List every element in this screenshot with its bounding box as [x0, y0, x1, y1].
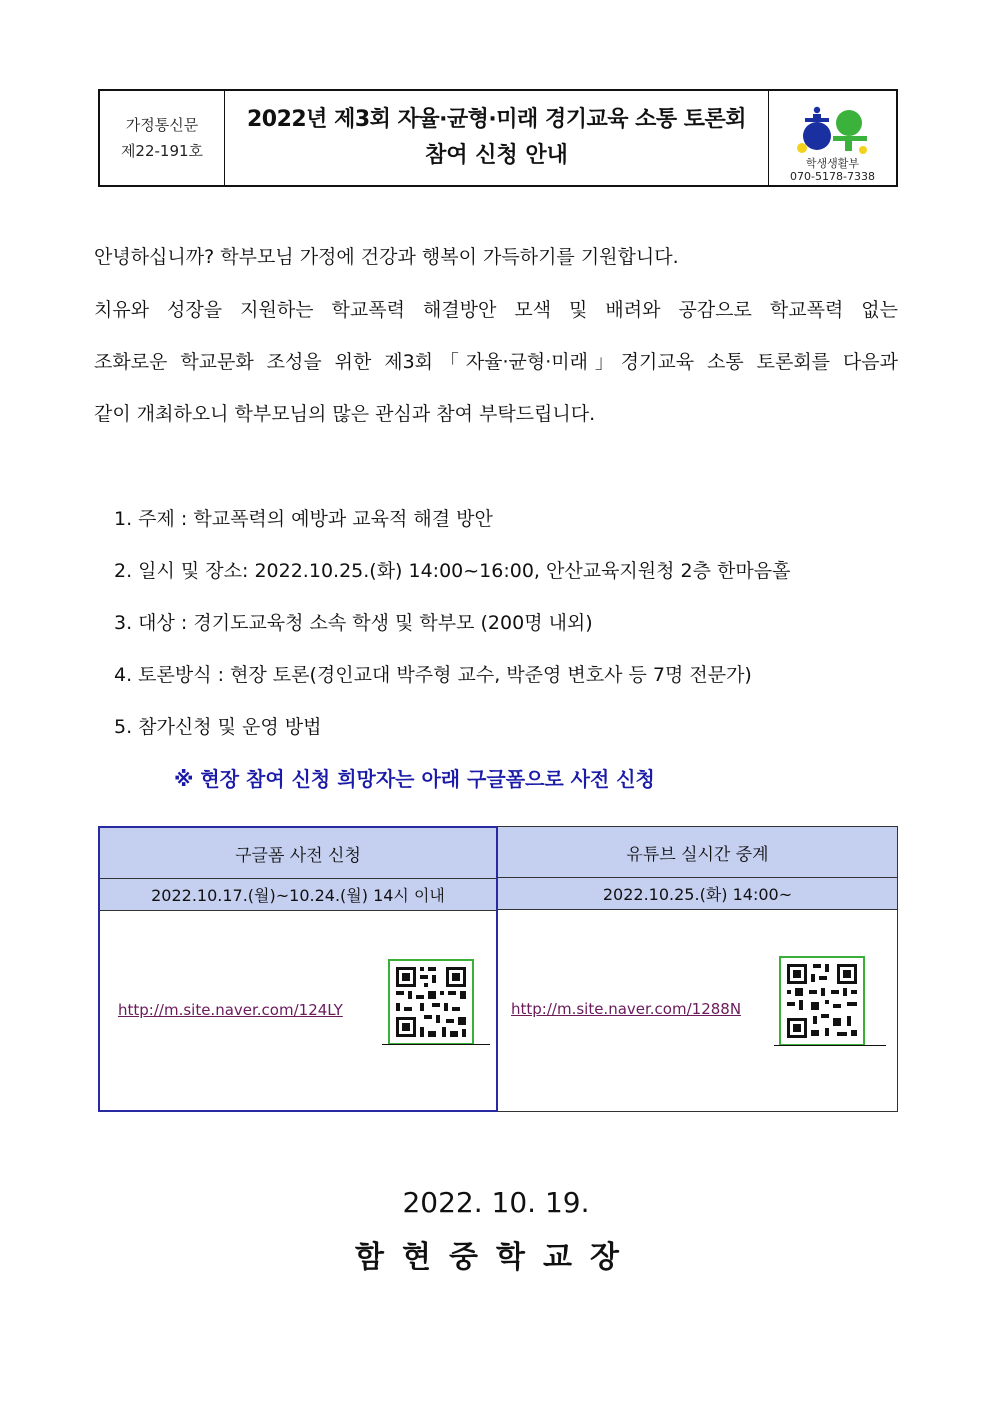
- school-logo-block: [769, 91, 896, 185]
- title-line-2: 참여 신청 안내: [425, 143, 568, 168]
- youtube-link[interactable]: http://m.site.naver.com/1288N: [511, 1000, 742, 1018]
- google-form-qr-code[interactable]: [388, 959, 474, 1045]
- list-item: 2. 일시 및 장소: 2022.10.25.(화) 14:00~16:00, 안산교육지원청 2층 한마음홀: [114, 560, 791, 582]
- application-notice: ※ 현장 참여 신청 희망자는 아래 구글폼으로 사전 신청: [174, 767, 655, 791]
- underline-divider: [774, 1045, 886, 1046]
- intro-line-3: 조화로운 학교문화 조성을 위한 제3회「자율·균형·미래」경기교육 소통 토론회를 다음과: [94, 351, 898, 373]
- notice-type: 가정통신문: [125, 116, 199, 134]
- notice-number: 제22-191호: [120, 142, 204, 160]
- list-item: 1. 주제 : 학교폭력의 예방과 교육적 해결 방안: [114, 508, 493, 530]
- google-form-cell: [100, 911, 496, 1110]
- notice-header: [98, 89, 898, 187]
- google-form-column: [98, 826, 498, 1112]
- intro-line-2: 치유와 성장을 지원하는 학교폭력 해결방안 모색 및 배려와 공감으로 학교폭력 없는: [94, 299, 898, 321]
- underline-divider: [382, 1044, 490, 1045]
- list-item: 3. 대상 : 경기도교육청 소속 학생 및 학부모 (200명 내외): [114, 612, 593, 634]
- youtube-cell: [498, 910, 897, 1111]
- school-logo: [793, 103, 873, 155]
- youtube-header: 유튜브 실시간 중계: [498, 827, 897, 878]
- issue-date: 2022. 10. 19.: [402, 1186, 590, 1219]
- google-form-header: 구글폼 사전 신청: [100, 828, 496, 879]
- qr-code-icon: [781, 958, 863, 1044]
- youtube-column: [498, 826, 898, 1112]
- department-name: 학생생활부: [805, 157, 860, 170]
- registration-table: [98, 826, 898, 1112]
- title-line-1: 2022년 제3회 자율·균형·미래 경기교육 소통 토론회: [246, 107, 747, 132]
- intro-line-4: 같이 개최하오니 학부모님의 많은 관심과 참여 부탁드립니다.: [94, 403, 596, 425]
- qr-code-icon: [390, 961, 472, 1043]
- google-form-period: 2022.10.17.(월)~10.24.(월) 14시 이내: [100, 879, 496, 911]
- department-phone: 070-5178-7338: [790, 170, 875, 183]
- notice-title: [225, 91, 769, 185]
- youtube-qr-code[interactable]: [779, 956, 865, 1046]
- youtube-schedule: 2022.10.25.(화) 14:00~: [498, 878, 897, 910]
- intro-line-1: 안녕하십니까? 학부모님 가정에 건강과 행복이 가득하기를 기원합니다.: [94, 246, 679, 268]
- list-item: 4. 토론방식 : 현장 토론(경인교대 박주형 교수, 박준영 변호사 등 7명 전문가): [114, 664, 752, 686]
- principal-signature: 함현중학교장: [355, 1240, 637, 1275]
- notice-label: [100, 91, 225, 185]
- google-form-link[interactable]: http://m.site.naver.com/124LY: [118, 1001, 343, 1019]
- list-item: 5. 참가신청 및 운영 방법: [114, 716, 322, 738]
